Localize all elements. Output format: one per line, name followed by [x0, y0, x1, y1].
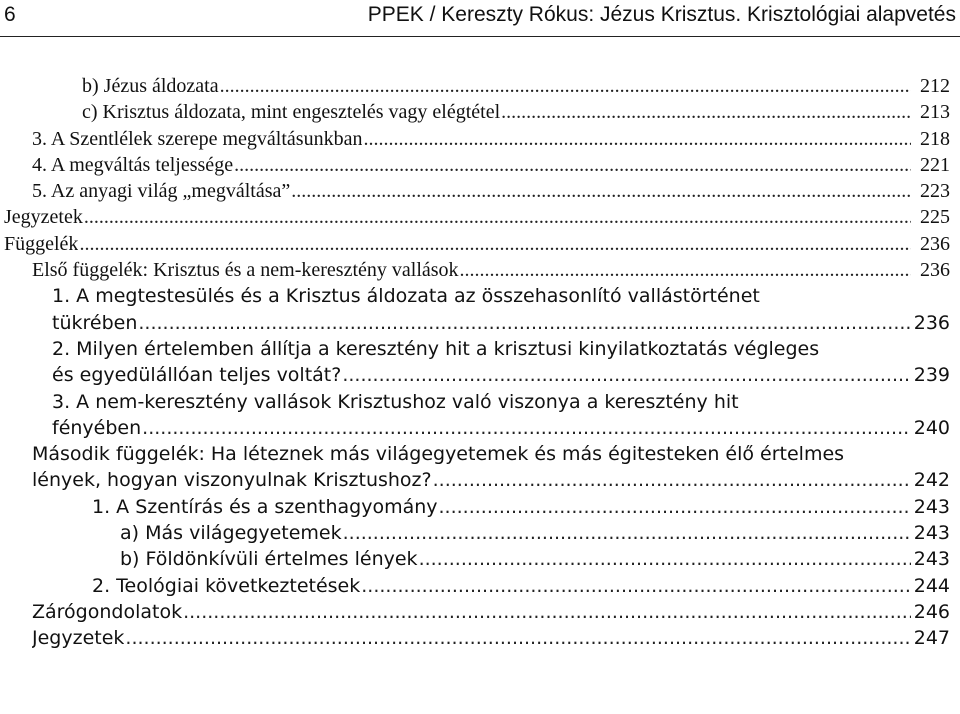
toc-entry-text: 3. A Szentlélek szerepe megváltásunkban	[32, 127, 363, 150]
toc-entry-text: tükrében	[52, 311, 138, 334]
toc-entry[interactable]	[0, 204, 960, 230]
toc-entry[interactable]	[0, 573, 960, 599]
toc-page-number: 239	[913, 364, 950, 387]
page-header	[0, 0, 960, 37]
toc-page-number: 225	[920, 206, 950, 229]
toc-entry-text: Jegyzetek	[32, 627, 125, 650]
toc-page-number: 240	[913, 416, 950, 439]
leader-dots	[343, 520, 911, 546]
toc-entry[interactable]	[0, 126, 960, 152]
toc-entry[interactable]	[0, 494, 960, 520]
toc-entry-text: 2. Milyen értelemben állítja a keresztény hit a krisztusi kinyilatkoztatás végleges	[52, 337, 820, 360]
toc-entry-text: 1. A Szentírás és a szenthagyomány	[92, 495, 438, 518]
toc-entry-text: b) Földönkívüli értelmes lények	[120, 548, 418, 571]
toc-entry-text: Zárógondolatok	[32, 600, 183, 623]
toc-entry-text: 4. A megváltás teljessége	[32, 153, 234, 176]
toc-page-number: 242	[913, 469, 950, 492]
toc-page-number: 213	[920, 101, 950, 124]
toc-page-number: 243	[913, 548, 950, 571]
toc-entry[interactable]	[0, 520, 960, 546]
leader-dots	[419, 546, 911, 572]
table-of-contents	[0, 73, 960, 652]
toc-entry[interactable]	[0, 73, 960, 99]
toc-page-number: 243	[913, 495, 950, 518]
toc-entry-text: 3. A nem-keresztény vallások Krisztushoz való viszonya a keresztény hit	[52, 390, 739, 413]
leader-dots	[142, 415, 911, 441]
toc-entry-text: 2. Teológiai következtetések	[92, 574, 361, 597]
page-number: 6	[4, 3, 16, 26]
leader-dots	[460, 257, 911, 283]
toc-entry-text: Második függelék: Ha léteznek más világegyetemek és más égitesteken élő értelmes	[32, 443, 845, 466]
toc-entry[interactable]	[0, 389, 960, 415]
toc-entry-text: b) Jézus áldozata	[82, 75, 219, 97]
leader-dots	[361, 573, 911, 599]
leader-dots	[234, 152, 911, 178]
toc-entry[interactable]	[0, 625, 960, 651]
toc-entry[interactable]	[0, 310, 960, 336]
leader-dots	[220, 73, 911, 99]
leader-dots	[125, 625, 911, 651]
toc-page-number: 246	[913, 600, 950, 623]
leader-dots	[79, 231, 911, 257]
toc-entry[interactable]	[0, 546, 960, 572]
toc-page-number: 221	[920, 153, 950, 176]
toc-entry-text: és egyedülállóan teljes voltát?	[52, 364, 342, 387]
toc-page-number: 243	[913, 522, 950, 545]
leader-dots	[433, 467, 911, 493]
leader-dots	[342, 362, 911, 388]
leader-dots	[84, 204, 911, 230]
toc-page-number: 247	[913, 627, 950, 650]
leader-dots	[501, 99, 911, 125]
toc-entry-text: a) Más világegyetemek	[120, 522, 342, 545]
toc-entry[interactable]	[0, 283, 960, 309]
leader-dots	[183, 599, 911, 625]
toc-page-number: 236	[913, 311, 950, 334]
toc-entry-text: fényében	[52, 416, 142, 439]
toc-entry-text: Függelék	[4, 232, 79, 255]
toc-page-number: 236	[920, 259, 950, 282]
toc-page-number: 236	[920, 232, 950, 255]
toc-entry-text: c) Krisztus áldozata, mint engesztelés vagy elégtétel	[82, 101, 501, 124]
toc-entry[interactable]	[0, 336, 960, 362]
toc-entry[interactable]	[0, 441, 960, 467]
toc-entry[interactable]	[0, 152, 960, 178]
leader-dots	[291, 178, 911, 204]
toc-entry[interactable]	[0, 599, 960, 625]
toc-page-number: 212	[920, 75, 950, 97]
toc-entry[interactable]	[0, 99, 960, 125]
leader-dots	[138, 310, 911, 336]
toc-entry[interactable]	[0, 178, 960, 204]
toc-entry-text: Első függelék: Krisztus és a nem-keresztény vallások	[32, 259, 459, 282]
toc-entry-text: 5. Az anyagi világ „megváltása”	[32, 180, 291, 203]
leader-dots	[439, 494, 911, 520]
toc-entry[interactable]	[0, 467, 960, 493]
toc-entry-text: Jegyzetek	[4, 206, 83, 229]
toc-entry[interactable]	[0, 231, 960, 257]
toc-entry[interactable]	[0, 415, 960, 441]
toc-entry[interactable]	[0, 257, 960, 283]
toc-page-number: 218	[920, 127, 950, 150]
running-title: PPEK / Kereszty Rókus: Jézus Krisztus. Krisztológiai alapvetés	[367, 3, 956, 26]
toc-entry[interactable]	[0, 362, 960, 388]
toc-entry-text: 1. A megtestesülés és a Krisztus áldozata az összehasonlító vallástörténet	[52, 285, 760, 308]
leader-dots	[363, 126, 911, 152]
toc-entry-text: lények, hogyan viszonyulnak Krisztushoz?	[32, 469, 432, 492]
toc-page-number: 223	[920, 180, 950, 203]
toc-page-number: 244	[913, 574, 950, 597]
